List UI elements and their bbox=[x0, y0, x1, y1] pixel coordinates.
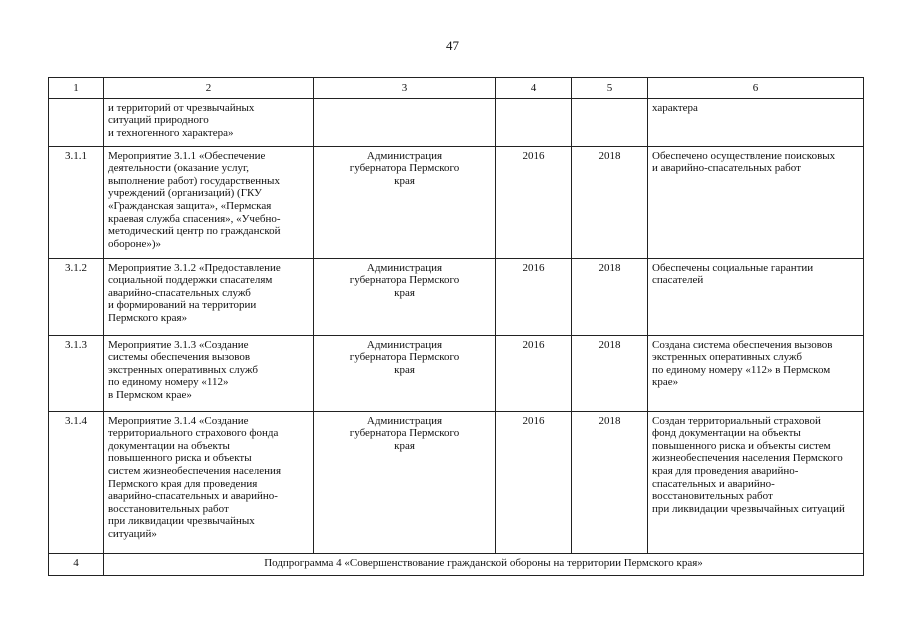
row-number: 3.1.1 bbox=[49, 146, 104, 258]
page-number: 47 bbox=[446, 38, 459, 53]
program-table bbox=[48, 77, 864, 576]
subprogram-row bbox=[49, 553, 864, 575]
row-start-year bbox=[496, 98, 572, 146]
table-header-row bbox=[49, 78, 864, 99]
subprogram-title: Подпрограмма 4 «Совершенствование гражданской обороны на территории Пермского края» bbox=[104, 553, 864, 575]
row-name: Мероприятие 3.1.2 «Предоставление социальной поддержки спасателям аварийно-спасательных служб и формирований на территории Пермского края» bbox=[104, 258, 314, 335]
header-cell: 1 bbox=[49, 78, 104, 99]
row-start-year: 2016 bbox=[496, 146, 572, 258]
subprogram-number: 4 bbox=[49, 553, 104, 575]
row-number: 3.1.4 bbox=[49, 411, 104, 553]
table-row bbox=[49, 335, 864, 411]
row-end-year: 2018 bbox=[572, 258, 648, 335]
row-end-year bbox=[572, 98, 648, 146]
row-result: характера bbox=[648, 98, 864, 146]
table-row bbox=[49, 258, 864, 335]
row-name: и территорий от чрезвычайных ситуаций природного и техногенного характера» bbox=[104, 98, 314, 146]
row-executor: Администрация губернатора Пермского края bbox=[314, 335, 496, 411]
row-result: Обеспечено осуществление поисковых и аварийно-спасательных работ bbox=[648, 146, 864, 258]
row-executor bbox=[314, 98, 496, 146]
row-end-year: 2018 bbox=[572, 335, 648, 411]
row-start-year: 2016 bbox=[496, 411, 572, 553]
header-cell: 4 bbox=[496, 78, 572, 99]
row-executor: Администрация губернатора Пермского края bbox=[314, 411, 496, 553]
row-start-year: 2016 bbox=[496, 258, 572, 335]
row-name: Мероприятие 3.1.4 «Создание территориального страхового фонда документации на объекты повышенного риска и объекты систем жизнеобеспечения населения Пермского края для проведения аварийно-спасательных и аварийно- восстановительных работ при ликвидации чрезвычайных ситуаций» bbox=[104, 411, 314, 553]
row-start-year: 2016 bbox=[496, 335, 572, 411]
table-row bbox=[49, 146, 864, 258]
header-cell: 5 bbox=[572, 78, 648, 99]
table-row bbox=[49, 98, 864, 146]
row-name: Мероприятие 3.1.1 «Обеспечение деятельности (оказание услуг, выполнение работ) государственных учреждений (организаций) (ГКУ «Гражданская защита», «Пермская краевая служба спасения», «Учебно- методический центр по гражданской обороне»)» bbox=[104, 146, 314, 258]
header-cell: 2 bbox=[104, 78, 314, 99]
row-result: Обеспечены социальные гарантии спасателей bbox=[648, 258, 864, 335]
row-executor: Администрация губернатора Пермского края bbox=[314, 146, 496, 258]
row-result: Создана система обеспечения вызовов экстренных оперативных служб по единому номеру «112» в Пермском крае» bbox=[648, 335, 864, 411]
row-end-year: 2018 bbox=[572, 146, 648, 258]
row-number: 3.1.2 bbox=[49, 258, 104, 335]
row-name: Мероприятие 3.1.3 «Создание системы обеспечения вызовов экстренных оперативных служб по единому номеру «112» в Пермском крае» bbox=[104, 335, 314, 411]
row-result: Создан территориальный страховой фонд документации на объекты повышенного риска и объекты систем жизнеобеспечения населения Пермского края для проведения аварийно- спасательных и аварийно- восстановительных работ при ликвидации чрезвычайных ситуаций bbox=[648, 411, 864, 553]
table-row bbox=[49, 411, 864, 553]
header-cell: 3 bbox=[314, 78, 496, 99]
row-executor: Администрация губернатора Пермского края bbox=[314, 258, 496, 335]
header-cell: 6 bbox=[648, 78, 864, 99]
row-number: 3.1.3 bbox=[49, 335, 104, 411]
row-end-year: 2018 bbox=[572, 411, 648, 553]
row-number bbox=[49, 98, 104, 146]
